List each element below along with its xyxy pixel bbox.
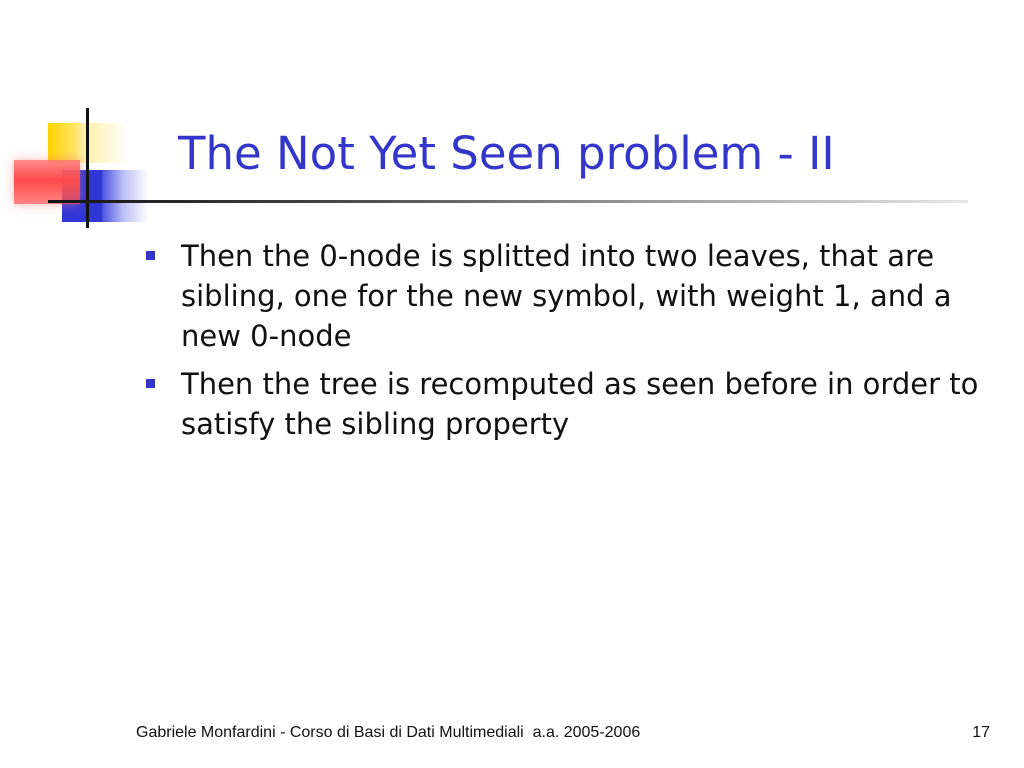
bullet-item [146, 364, 1006, 444]
vertical-rule [86, 108, 89, 228]
bullet-text: Then the 0-node is splitted into two leaves, that are sibling, one for the new symbol, with weight 1, and a new 0-node [181, 239, 952, 353]
slide-title: The Not Yet Seen problem - II [178, 127, 835, 180]
bullet-list [146, 236, 1006, 452]
footer-text: Gabriele Monfardini - Corso di Basi di Dati Multimediali a.a. 2005-2006 [136, 724, 641, 741]
bullet-item [146, 236, 1006, 356]
blue-square-fade [102, 170, 148, 222]
red-square [14, 160, 80, 204]
yellow-square [48, 123, 88, 163]
yellow-square-fade [88, 123, 128, 163]
title-underline [48, 200, 968, 203]
bullet-text: Then the tree is recomputed as seen before in order to satisfy the sibling property [181, 367, 979, 441]
square-bullet-icon [146, 379, 155, 388]
decorative-logo [0, 0, 180, 240]
page-number: 17 [972, 724, 990, 741]
square-bullet-icon [146, 251, 155, 260]
